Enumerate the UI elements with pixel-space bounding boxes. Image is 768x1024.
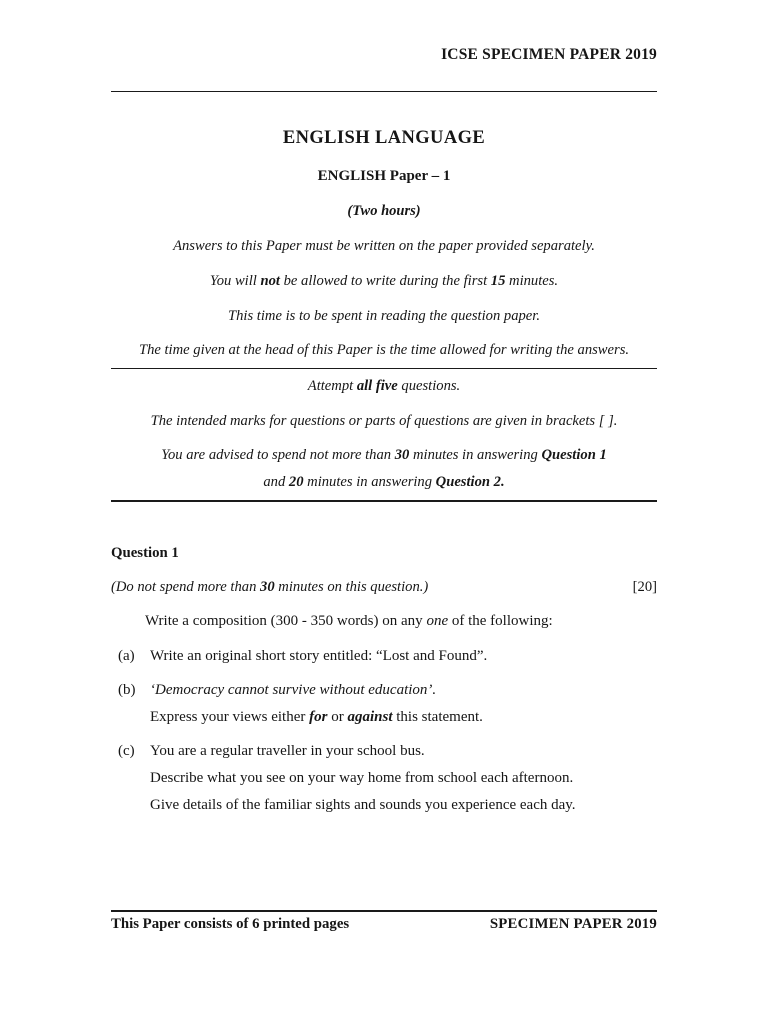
option-line-quote <box>150 682 650 699</box>
option-body-c <box>150 743 650 814</box>
footer-divider-rule <box>111 910 657 912</box>
option-emphasis-for: for <box>309 709 328 725</box>
paper-subtitle: ENGLISH Paper – 1 <box>317 168 451 184</box>
instruction-marks-in-brackets <box>111 413 657 431</box>
paper-duration: (Two hours) <box>347 203 421 219</box>
instruction-text-part: be allowed to write during the first <box>279 273 491 289</box>
instruction-time-allowed <box>111 342 657 360</box>
exam-header-label: ICSE SPECIMEN PAPER 2019 <box>441 46 657 63</box>
question-lead-emphasis-one: one <box>426 613 449 629</box>
option-quote-italic: ‘Democracy cannot survive without education’. <box>150 682 437 698</box>
header-divider-rule <box>111 91 657 92</box>
footer-page-count: This Paper consists of 6 printed pages <box>111 916 350 932</box>
option-body-a <box>150 648 650 665</box>
instruction-text-part: minutes. <box>505 273 559 289</box>
instruction-text-part: You are advised to spend not more than <box>161 447 395 463</box>
question-lead-part: of the following: <box>448 613 553 629</box>
question-1-instruction <box>145 613 553 630</box>
question-1-marks: [20] <box>632 579 657 595</box>
instruction-emphasis-question-2: Question 2. <box>435 474 505 490</box>
instruction-emphasis-not: not <box>260 273 280 289</box>
option-line: Give details of the familiar sights and sounds you experience each day. <box>150 797 576 813</box>
option-label-a: (a) <box>118 648 135 664</box>
option-line: Express your views either for or against this statement. <box>150 709 483 725</box>
instructions-divider-rule-upper <box>111 368 657 369</box>
footer-paper-label: SPECIMEN PAPER 2019 <box>489 916 657 932</box>
question-1-heading: Question 1 <box>111 545 179 561</box>
instruction-text: Answers to this Paper must be written on the paper provided separately. <box>173 238 595 254</box>
instruction-reading-time <box>111 308 657 326</box>
instruction-answers-separate <box>111 238 657 256</box>
instruction-time-question-2 <box>111 474 657 492</box>
instructions-divider-rule-lower <box>111 500 657 502</box>
instruction-text-part: questions. <box>397 378 461 394</box>
option-line: Describe what you see on your way home from school each afternoon. <box>150 770 574 786</box>
option-emphasis-against: against <box>347 709 393 725</box>
instruction-text: The time given at the head of this Paper is the time allowed for writing the answers. <box>138 342 630 358</box>
option-line: You are a regular traveller in your school bus. <box>150 743 425 759</box>
instruction-text: This time is to be spent in reading the question paper. <box>228 308 540 324</box>
option-label-b: (b) <box>118 682 136 698</box>
option-body-b <box>150 682 650 726</box>
question-lead-part: Write a composition (300 - 350 words) on any <box>145 613 427 629</box>
instruction-text-part: minutes in answering <box>303 474 436 490</box>
instruction-text-part: Attempt <box>307 378 357 394</box>
instruction-no-writing-first-minutes <box>111 273 657 291</box>
question-note-part: (Do not spend more than <box>111 579 261 595</box>
instruction-time-question-1 <box>111 447 657 465</box>
instruction-emphasis-question-1: Question 1 <box>541 447 607 463</box>
instruction-text-part: and <box>263 474 289 490</box>
question-note-part: minutes on this question.) <box>274 579 429 595</box>
instruction-emphasis-30: 30 <box>394 447 410 463</box>
instruction-text-part: You will <box>209 273 261 289</box>
page-title: ENGLISH LANGUAGE <box>282 128 486 148</box>
instruction-attempt-all <box>111 378 657 396</box>
instruction-emphasis-20: 20 <box>288 474 304 490</box>
instruction-text-part: minutes in answering <box>409 447 542 463</box>
option-label-c: (c) <box>118 743 135 759</box>
option-line: Write an original short story entitled: “Lost and Found”. <box>150 648 488 664</box>
instruction-emphasis-minutes: 15 <box>490 273 506 289</box>
instruction-text: The intended marks for questions or parts of questions are given in brackets [ ]. <box>150 413 618 429</box>
instruction-emphasis-all-five: all five <box>356 378 398 394</box>
question-note-emphasis-30: 30 <box>260 579 275 595</box>
